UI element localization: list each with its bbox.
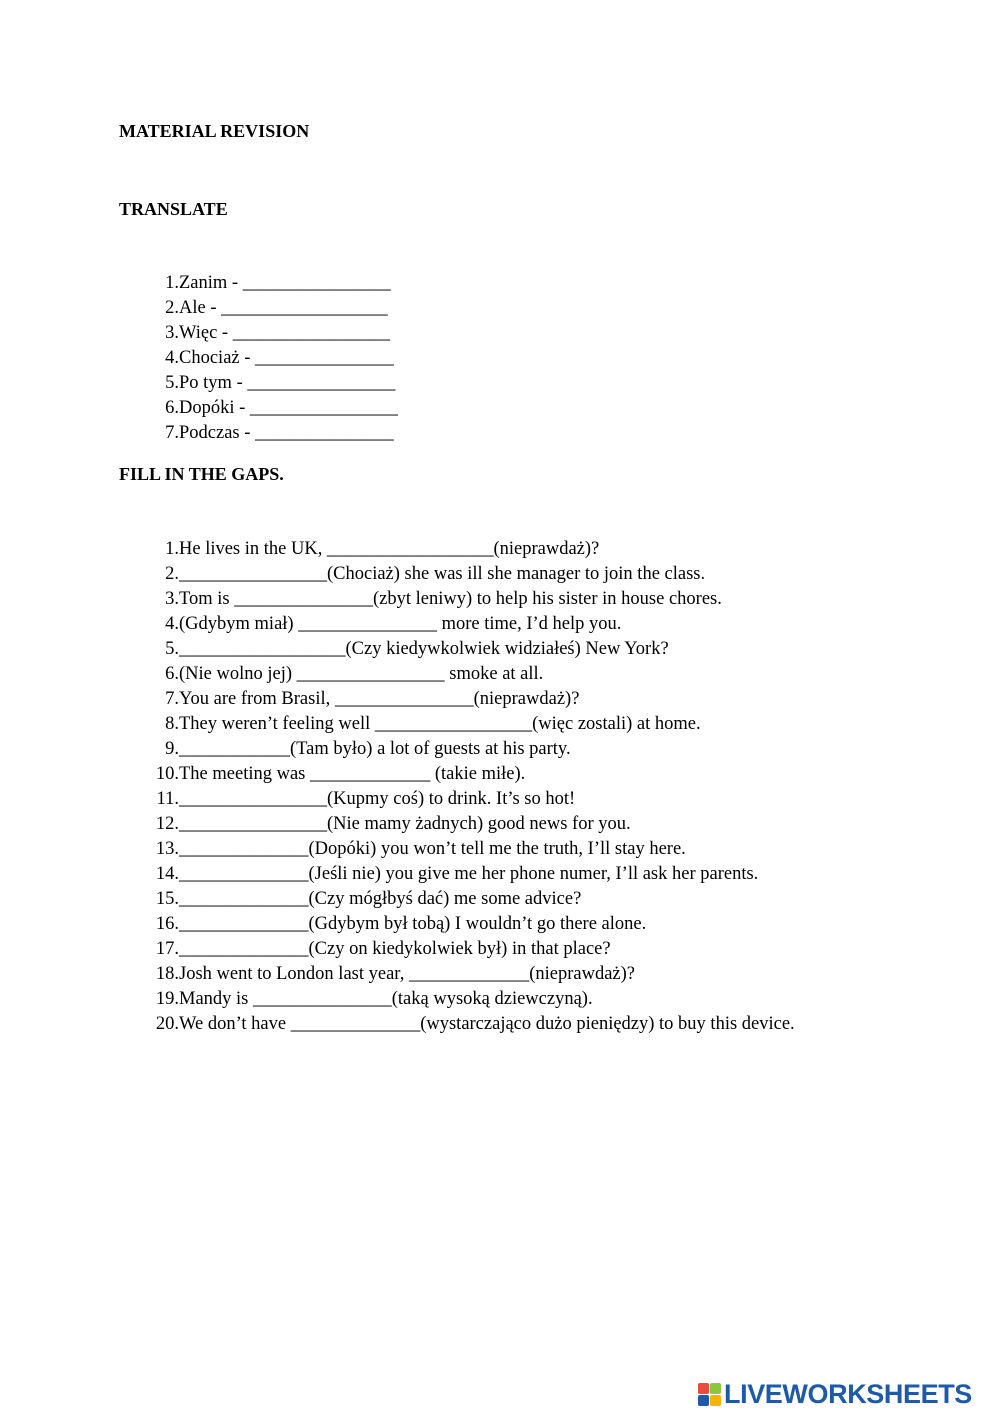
list-item bbox=[119, 962, 979, 987]
item-number: 11. bbox=[156, 789, 179, 809]
item-text: Chociaż - _______________ bbox=[179, 348, 394, 368]
item-number: 9. bbox=[165, 739, 179, 759]
item-text: Zanim - ________________ bbox=[179, 273, 391, 293]
item-text: Ale - __________________ bbox=[179, 298, 388, 318]
list-item bbox=[119, 321, 979, 346]
item-text: (Nie wolno jej) ________________ smoke at all. bbox=[179, 664, 544, 684]
translate-heading: TRANSLATE bbox=[119, 199, 228, 219]
list-item bbox=[119, 612, 979, 637]
list-item bbox=[119, 887, 979, 912]
item-text: ______________(Dopóki) you won’t tell me the truth, I’ll stay here. bbox=[179, 839, 686, 859]
logo-mark-icon bbox=[698, 1383, 721, 1406]
item-text: ________________(Kupmy coś) to drink. It’s so hot! bbox=[179, 789, 576, 809]
item-number: 16. bbox=[155, 914, 179, 934]
list-item bbox=[119, 762, 979, 787]
item-text: Po tym - ________________ bbox=[179, 373, 396, 393]
item-number: 17. bbox=[155, 939, 179, 959]
item-number: 7. bbox=[165, 689, 179, 709]
item-text: Podczas - _______________ bbox=[179, 423, 394, 443]
list-item bbox=[119, 937, 979, 962]
item-text: Dopóki - ________________ bbox=[179, 398, 398, 418]
item-text: ____________(Tam było) a lot of guests at his party. bbox=[179, 739, 571, 759]
list-item bbox=[119, 787, 979, 812]
item-text: Josh went to London last year, _____________(nieprawdaż)? bbox=[179, 964, 635, 984]
item-number: 3. bbox=[165, 323, 179, 343]
item-text: (Gdybym miał) _______________ more time, I’d help you. bbox=[179, 614, 622, 634]
item-text: They weren’t feeling well _________________(więc zostali) at home. bbox=[179, 714, 701, 734]
item-number: 2. bbox=[165, 298, 179, 318]
list-item bbox=[119, 987, 979, 1012]
list-item bbox=[119, 837, 979, 862]
item-number: 2. bbox=[165, 564, 179, 584]
item-text: He lives in the UK, __________________(nieprawdaż)? bbox=[179, 539, 600, 559]
item-number: 19. bbox=[155, 989, 179, 1009]
translate-list bbox=[119, 271, 979, 446]
list-item bbox=[119, 587, 979, 612]
item-number: 6. bbox=[165, 398, 179, 418]
list-item bbox=[119, 537, 979, 562]
item-number: 15. bbox=[155, 889, 179, 909]
list-item bbox=[119, 346, 979, 371]
item-text: You are from Brasil, _______________(nieprawdaż)? bbox=[179, 689, 580, 709]
item-number: 4. bbox=[165, 614, 179, 634]
list-item bbox=[119, 862, 979, 887]
item-text: Tom is _______________(zbyt leniwy) to help his sister in house chores. bbox=[179, 589, 722, 609]
item-text: ______________(Gdybym był tobą) I wouldn’t go there alone. bbox=[179, 914, 647, 934]
fill-gaps-list bbox=[119, 537, 979, 1037]
list-item bbox=[119, 1012, 979, 1037]
item-text: __________________(Czy kiedywkolwiek widziałeś) New York? bbox=[179, 639, 669, 659]
item-number: 3. bbox=[165, 589, 179, 609]
list-item bbox=[119, 737, 979, 762]
item-text: Więc - _________________ bbox=[179, 323, 390, 343]
item-text: ________________(Nie mamy żadnych) good news for you. bbox=[179, 814, 631, 834]
list-item bbox=[119, 712, 979, 737]
item-number: 18. bbox=[155, 964, 179, 984]
item-number: 10. bbox=[155, 764, 179, 784]
item-number: 1. bbox=[165, 539, 179, 559]
item-text: The meeting was _____________ (takie miłe). bbox=[179, 764, 526, 784]
page-title: MATERIAL REVISION bbox=[119, 121, 310, 141]
logo-square-green bbox=[710, 1383, 721, 1394]
logo-square-yellow bbox=[710, 1395, 721, 1406]
list-item bbox=[119, 662, 979, 687]
item-text: We don’t have ______________(wystarczająco dużo pieniędzy) to buy this device. bbox=[179, 1014, 795, 1034]
liveworksheets-logo bbox=[698, 1379, 972, 1409]
list-item bbox=[119, 421, 979, 446]
list-item bbox=[119, 562, 979, 587]
list-item bbox=[119, 912, 979, 937]
item-number: 1. bbox=[165, 273, 179, 293]
logo-square-red bbox=[698, 1383, 709, 1394]
item-number: 5. bbox=[165, 639, 179, 659]
item-text: ______________(Czy mógłbyś dać) me some advice? bbox=[179, 889, 582, 909]
list-item bbox=[119, 296, 979, 321]
item-number: 14. bbox=[155, 864, 179, 884]
item-text: Mandy is _______________(taką wysoką dziewczyną). bbox=[179, 989, 593, 1009]
logo-text: LIVEWORKSHEETS bbox=[724, 1379, 972, 1409]
list-item bbox=[119, 812, 979, 837]
item-text: ______________(Czy on kiedykolwiek był) in that place? bbox=[179, 939, 611, 959]
item-number: 6. bbox=[165, 664, 179, 684]
item-number: 5. bbox=[165, 373, 179, 393]
item-number: 12. bbox=[155, 814, 179, 834]
list-item bbox=[119, 371, 979, 396]
list-item bbox=[119, 271, 979, 296]
list-item bbox=[119, 396, 979, 421]
item-number: 8. bbox=[165, 714, 179, 734]
item-text: ________________(Chociaż) she was ill she manager to join the class. bbox=[179, 564, 706, 584]
item-number: 13. bbox=[155, 839, 179, 859]
item-text: ______________(Jeśli nie) you give me her phone numer, I’ll ask her parents. bbox=[179, 864, 759, 884]
item-number: 7. bbox=[165, 423, 179, 443]
logo-square-blue bbox=[698, 1395, 709, 1406]
fill-gaps-heading: FILL IN THE GAPS. bbox=[119, 464, 284, 484]
item-number: 4. bbox=[165, 348, 179, 368]
item-number: 20. bbox=[155, 1014, 179, 1034]
list-item bbox=[119, 687, 979, 712]
list-item bbox=[119, 637, 979, 662]
